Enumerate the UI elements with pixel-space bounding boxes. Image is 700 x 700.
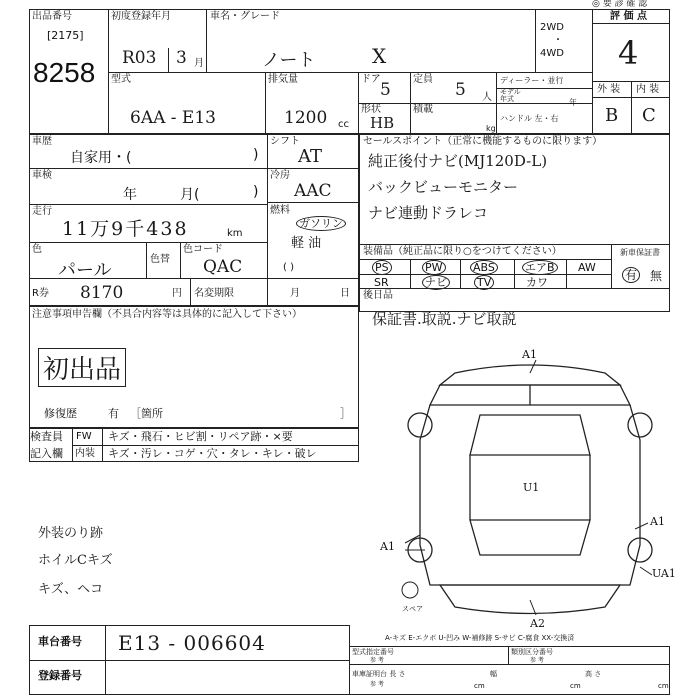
mark-a1-front: A1 — [522, 348, 537, 361]
doors-value: 5 — [380, 80, 391, 100]
garage-height-label: 高 さ — [585, 670, 602, 678]
load-label: 積載 — [413, 104, 433, 115]
color-label: 色 — [32, 244, 42, 255]
color-code: QAC — [203, 257, 243, 277]
equip-airbag: エアB — [522, 262, 558, 273]
mileage-label: 走行 — [32, 206, 52, 217]
garage-length-label: 車庫証明台 長 さ — [352, 670, 406, 678]
repair-value: 有 — [108, 407, 119, 420]
shift-label: シフト — [270, 136, 300, 147]
comment-1: 外装のり跡 — [38, 526, 104, 541]
warranty-no: 無 — [650, 269, 663, 283]
garage-width-label: 幅 — [490, 670, 497, 678]
car-name-label: 車名・グレード — [210, 11, 280, 22]
fuel-label: 燃料 — [270, 205, 290, 216]
sales-point-label: セールスポイント（正常に機能するものに限ります） — [363, 136, 603, 147]
entry-label: 記入欄 — [30, 447, 63, 460]
grade-label: 評 価 点 — [610, 11, 647, 22]
equipment-label: 装備品（純正品に限り○をつけてください） — [363, 246, 562, 257]
equip-pw: PW — [422, 262, 446, 273]
interior-check-list: キズ・汚レ・コゲ・穴・タレ・キレ・破レ — [108, 447, 317, 460]
car-grade: X — [372, 44, 387, 68]
grade-exterior: B — [605, 105, 619, 126]
model-label: 型式 — [111, 74, 131, 85]
equip-leather: カワ — [526, 276, 548, 289]
spare-label: スペア — [402, 605, 423, 613]
shift-value: AT — [298, 146, 323, 167]
recycle-label: R券 — [32, 288, 49, 299]
ac-label: 冷房 — [270, 170, 290, 181]
chassis-label: 車台番号 — [38, 635, 82, 648]
sales-point-line-3: ナビ連動ドラレコ — [368, 204, 489, 222]
color-code-label: 色コード — [183, 244, 223, 255]
displacement-value: 1200 — [284, 108, 328, 128]
inspector-label: 検査員 — [30, 430, 63, 443]
model-value: 6AA - E13 — [130, 108, 216, 128]
ac-value: AAC — [294, 181, 332, 201]
color-change-label: 色替 — [150, 254, 170, 265]
inspection-label: 車検 — [32, 170, 52, 181]
repair-label: 修復歴 — [44, 407, 77, 420]
notes-label: 注意事項申告欄（不具合内容等は具体的に記入して下さい） — [32, 309, 302, 320]
mark-a1-right-upper: A1 — [650, 515, 665, 528]
rear-items-label: 後日品 — [363, 290, 393, 301]
equip-ps: PS — [372, 262, 392, 273]
doors-label: ドア — [361, 74, 381, 85]
equip-tv: TV — [474, 277, 494, 288]
damage-legend: A-キズ E-エクボ U-凹み W-補修跡 S-サビ C-腐食 XX-交換済 — [385, 634, 575, 642]
mark-u1-roof: U1 — [523, 481, 540, 494]
drive-4wd: 4WD — [540, 48, 564, 59]
car-damage-diagram — [380, 345, 676, 630]
displacement-label: 排気量 — [268, 74, 298, 85]
mileage-value: 11万9千438 — [62, 218, 189, 240]
grade-score: 4 — [618, 34, 639, 72]
recycle-value: 8170 — [80, 283, 124, 303]
fuel-diesel: 軽 油 — [291, 236, 322, 251]
lot-label: 出品番号 — [32, 11, 72, 22]
sales-point-line-2: バックビューモニター — [368, 178, 519, 196]
history-value: 自家用・( — [70, 150, 132, 166]
handle-label: ハンドル 左・右 — [500, 114, 559, 123]
car-name: ノート — [262, 50, 316, 71]
sales-point-line-1: 純正後付ナビ(MJ120D-L) — [368, 152, 548, 170]
registration-number-label: 登録番号 — [38, 669, 82, 682]
category-number-label: 類別区分番号 — [511, 648, 553, 656]
mark-ua1-right: UA1 — [652, 567, 676, 580]
grade-interior: C — [642, 105, 656, 126]
lot-code: [2175] — [47, 29, 84, 42]
first-reg-month: 3 — [176, 48, 187, 68]
chassis-number: E13 - 006604 — [118, 631, 266, 655]
first-reg-label: 初度登録年月 — [111, 11, 171, 22]
warranty-yes: 有 — [622, 270, 640, 281]
shape-label: 形状 — [361, 104, 381, 115]
equip-sr: SR — [374, 276, 389, 289]
header-note: ◎ 要 診 確 認 — [592, 0, 648, 9]
model-designation-label: 型式指定番号 — [352, 648, 394, 656]
exterior-check-list: キズ・飛石・ヒビ割・リペア跡・×要 — [108, 430, 293, 443]
lot-number: 8258 — [33, 57, 96, 88]
capacity-label: 定員 — [413, 74, 433, 85]
notes-first-listing: 初出品 — [38, 348, 126, 387]
rear-items-value: 保証書.取説.ナビ取説 — [372, 310, 517, 328]
first-reg-year: R03 — [122, 48, 157, 68]
name-change-label: 名変期限 — [194, 288, 234, 299]
color-value: パール — [58, 260, 112, 281]
history-label: 車歴 — [32, 136, 52, 147]
warranty-label: 新車保証書 — [620, 248, 660, 257]
comment-3: キズ、ヘコ — [38, 582, 104, 597]
dealer-label: ディーラー・並行 — [500, 76, 564, 85]
equip-abs: ABS — [470, 262, 498, 273]
comment-2: ホイルCキズ — [38, 553, 113, 568]
mark-a2-rear: A2 — [530, 617, 545, 630]
shape-value: HB — [370, 114, 395, 132]
drive-2wd: 2WD — [540, 22, 564, 33]
capacity-value: 5 — [455, 80, 466, 100]
mark-a1-left: A1 — [380, 540, 395, 553]
equip-aw: AW — [578, 261, 596, 274]
fuel-gasoline: ガソリン — [296, 218, 346, 229]
equip-navi: ナビ — [422, 277, 450, 288]
